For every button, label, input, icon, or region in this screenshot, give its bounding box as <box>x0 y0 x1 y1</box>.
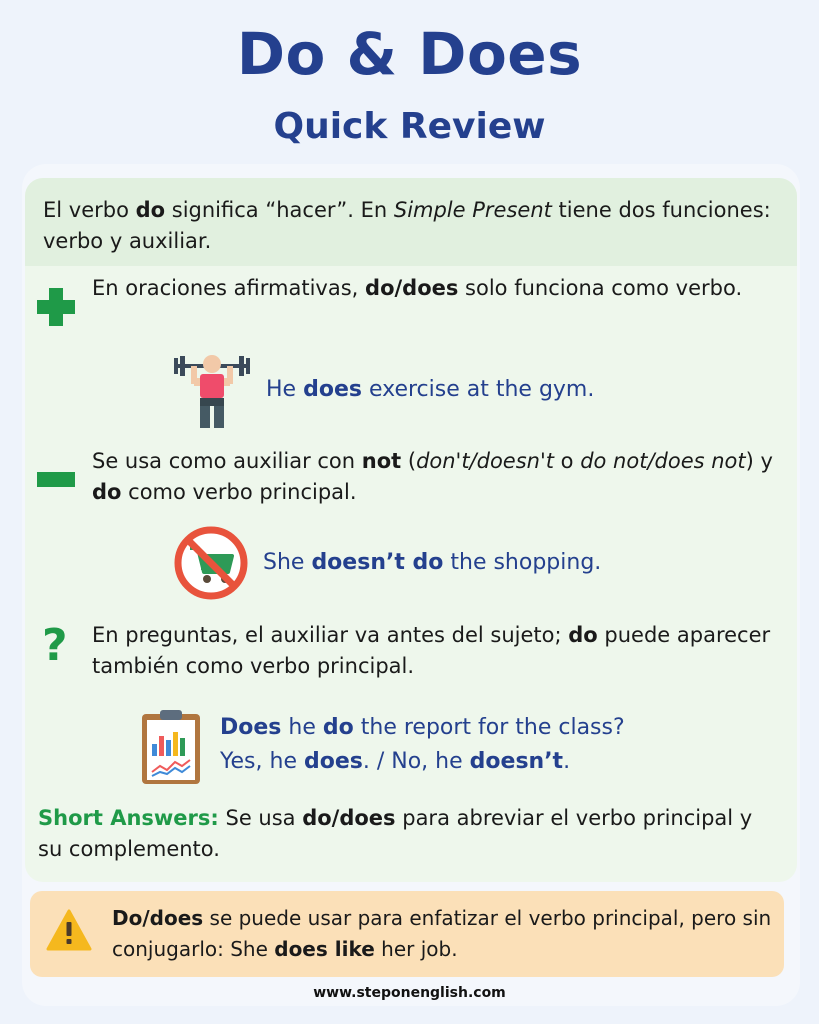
question-example <box>220 711 780 779</box>
warning-text: Do/does se puede usar para enfatizar el verbo principal, pero sin conjugarlo: She does like her job. <box>112 906 772 961</box>
affirmative-example: He does exercise at the gym. <box>266 377 595 402</box>
affirmative-rule: En oraciones afirmativas, do/does solo funciona como verbo. <box>92 276 743 300</box>
question-rule: En preguntas, el auxiliar va antes del sujeto; do puede aparecer también como verbo principal. <box>92 623 771 678</box>
page-title: Do & Does <box>236 20 583 88</box>
negative-rule: Se usa como auxiliar con not (don't/doesn't o do not/does not) y do como verbo principal. <box>92 449 773 504</box>
minus-icon <box>37 472 75 488</box>
short-answers-label: Short Answers: <box>38 806 219 830</box>
emphasis-warning-box <box>30 891 784 977</box>
question-example-line-1: Does he do the report for the class? <box>220 715 625 740</box>
clipboard-chart-icon <box>140 708 202 786</box>
plus-icon <box>37 288 75 326</box>
question-icon: ? <box>42 620 68 671</box>
no-shopping-cart-icon <box>172 524 250 602</box>
weightlifter-icon <box>172 350 252 430</box>
warning-icon <box>46 909 92 951</box>
intro-box: El verbo do significa “hacer”. En Simple Present tiene dos funciones: verbo y auxiliar. <box>25 178 797 266</box>
short-answers-note: Short Answers: Se usa do/does para abreviar el verbo principal y su complemento. <box>38 806 753 861</box>
page-subtitle: Quick Review <box>273 106 546 147</box>
footer-url[interactable]: www.steponenglish.com <box>313 985 506 1001</box>
negative-example: She doesn’t do the shopping. <box>263 550 602 575</box>
question-example-line-2: Yes, he does. / No, he doesn’t. <box>220 749 571 774</box>
